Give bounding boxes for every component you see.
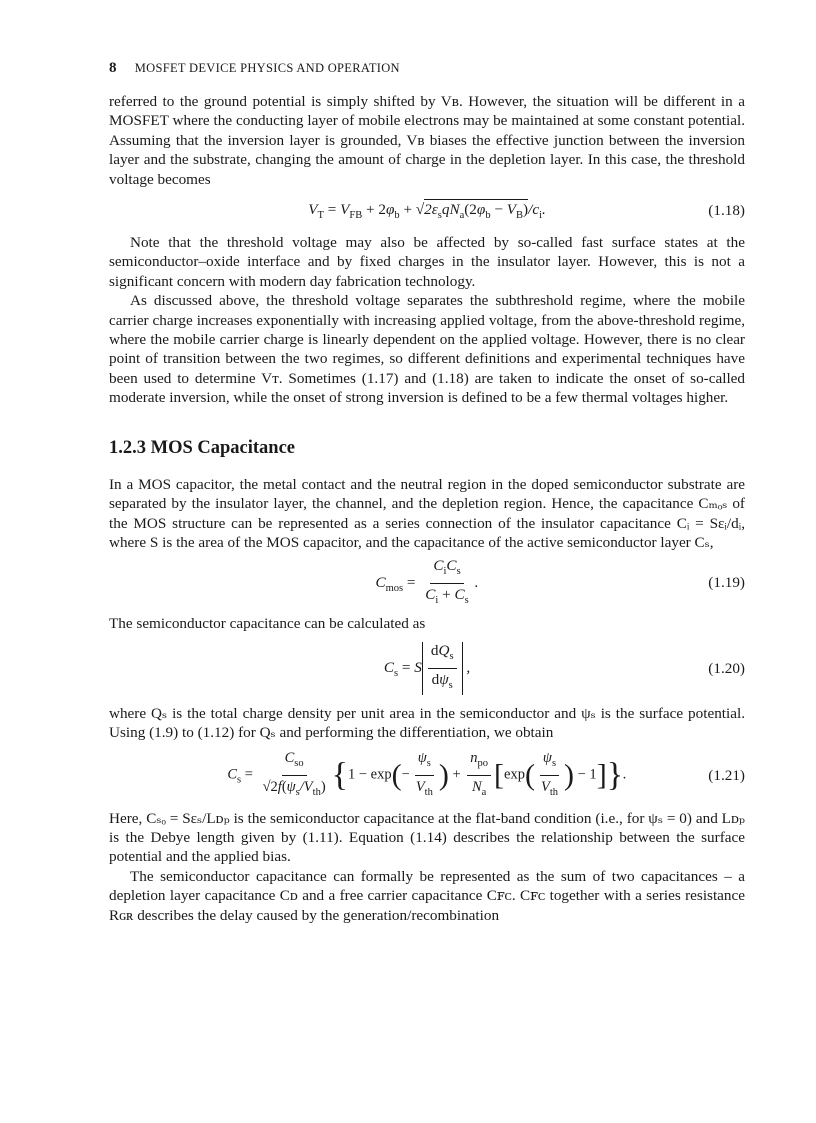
equation-1-20: [109, 634, 745, 704]
equation-1-19: [109, 552, 745, 614]
running-head: [109, 60, 745, 77]
equation-number: (1.19): [708, 574, 745, 592]
paragraph-7: Here, Cₛₒ = Sεₛ/Lᴅₚ is the semiconductor capacitance at the flat-band condition (i.e., for ψₛ = 0) and Lᴅₚ is the Debye length given by (1.11). Equation (1.14) describes the relationship between the surface potential and the applied bias.: [109, 809, 745, 866]
page-number: 8: [109, 60, 117, 76]
equation-number: (1.20): [708, 659, 745, 677]
page: [109, 60, 745, 925]
equation-1-18-body: $V_T = V_{FB} + 2\varphi_b + √2\varepsilon_sqN_a(2\varphi_b - V_B)/c_i$.: [308, 201, 546, 222]
running-title: MOSFET DEVICE PHYSICS AND OPERATION: [134, 61, 400, 75]
paragraph-5: The semiconductor capacitance can be calculated as: [109, 615, 426, 633]
paragraph-1: referred to the ground potential is simply shifted by Vʙ. However, the situation will be different in a MOSFET where the conducting layer of mobile electrons may be maintained at some constant potential. Assuming that the inversion layer is grounded, Vʙ biases the effective junction between the inversion layer and the substrate, changing the amount of charge in the depletion layer. In this case, the threshold voltage becomes: [109, 93, 745, 188]
paragraph-2: Note that the threshold voltage may also be affected by so-called fast surface states at the semiconductor–oxide interface and by fixed charges in the insulator layer. However, this is not a significant concern with modern day fabrication technology.: [109, 234, 745, 290]
paragraph-8: The semiconductor capacitance can formally be represented as the sum of two capacitances – a depletion layer capacitance Cᴅ and a free carrier capacitance Cꜰᴄ. Cꜰᴄ together with a series resistance Rɢʀ describes the delay caused by the generation/recombination: [109, 867, 745, 924]
paragraph-3: As discussed above, the threshold voltage separates the subthreshold regime, where the mobile carrier charge increases exponentially with increasing applied voltage, from the above-threshold regime, where the mobile carrier charge is linearly dependent on the applied voltage. However, there is no clear point of transition between the two regimes, so different definitions and experimental techniques have been used to determine Vᴛ. Sometimes (1.17) and (1.18) are taken to indicate the onset of so-called moderate inversion, while the onset of strong inversion is defined to be a few thermal voltages higher.: [109, 292, 745, 407]
paragraph-4: In a MOS capacitor, the metal contact and the neutral region in the doped semiconductor substrate are separated by the insulator layer, the channel, and the depletion region. Hence, the capacitance Cₘₒₛ of the MOS structure can be represented as a series connection of the insulator capacitance Cᵢ = Sεᵢ/dᵢ, where S is the area of the MOS capacitor, and the capacitance of the active semiconductor layer Cₛ,: [109, 475, 745, 551]
section-heading: 1.2.3 MOS Capacitance: [109, 437, 296, 458]
equation-1-18: [109, 189, 745, 233]
equation-1-21-body: $C_s$ = $\frac{C_{so}}{√2f(\psi_s/V_{th})}$ {1 − exp(− $\frac{\psi_s}{V_{th}}$ ) + $\frac{n_{po}}{N_a}$ [exp( $\frac{\psi_s}{V_{th}}$ ) − 1]}.: [227, 750, 627, 798]
equation-1-20-body: $C_s = S$ $\frac{dQ_s}{d\psi_s}$ ,: [384, 642, 470, 695]
equation-number: (1.21): [708, 766, 745, 784]
equation-1-21: [109, 743, 745, 809]
equation-number: (1.18): [708, 202, 745, 220]
paragraph-6: where Qₛ is the total charge density per unit area in the semiconductor and ψₛ is the surface potential. Using (1.9) to (1.12) for Qₛ and performing the differentiation, we obtain: [109, 704, 745, 742]
equation-1-19-body: $C_{mos}$ = $\frac{C_iC_s}{C_i + C_s}$ .: [375, 556, 479, 606]
